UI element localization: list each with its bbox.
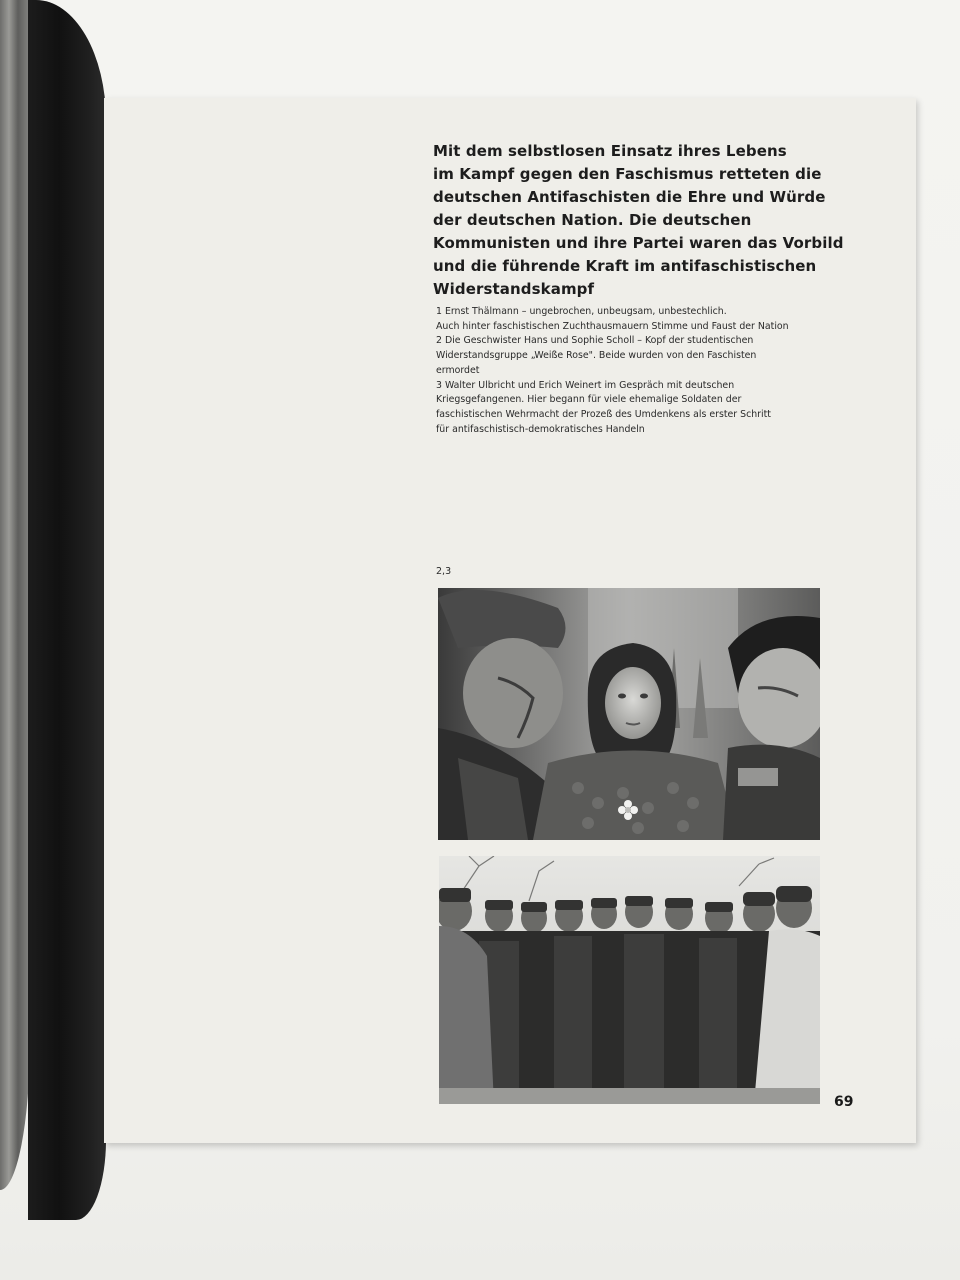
heading-line: der deutschen Nation. Die deutschen bbox=[433, 211, 752, 229]
caption-line: Widerstandsgruppe „Weiße Rose". Beide wurden von den Faschisten bbox=[436, 350, 757, 362]
heading-line: und die führende Kraft im antifaschistischen bbox=[433, 257, 817, 275]
caption-line: 1 Ernst Thälmann – ungebrochen, unbeugsam, unbestechlich. bbox=[436, 306, 727, 317]
heading-line: Mit dem selbstlosen Einsatz ihres Lebens bbox=[433, 142, 787, 160]
photo-scholl-siblings bbox=[438, 588, 820, 840]
caption-line: Kriegsgefangenen. Hier begann für viele ehemalige Soldaten der bbox=[436, 394, 742, 406]
heading-line: Kommunisten und ihre Partei waren das Vorbild bbox=[433, 234, 844, 252]
page-heading bbox=[433, 140, 844, 301]
heading-line: Widerstandskampf bbox=[433, 280, 595, 298]
heading-line: im Kampf gegen den Faschismus retteten die bbox=[433, 165, 822, 183]
photo-prisoners-of-war bbox=[439, 856, 820, 1104]
caption-line: 3 Walter Ulbricht und Erich Weinert im Gespräch mit deutschen bbox=[436, 379, 735, 391]
caption-line: für antifaschistisch-demokratisches Handeln bbox=[436, 423, 645, 435]
heading-line: deutschen Antifaschisten die Ehre und Würde bbox=[433, 188, 826, 206]
facing-page-photo-strip bbox=[0, 0, 30, 1190]
caption-line: 2 Die Geschwister Hans und Sophie Scholl – Kopf der studentischen bbox=[436, 335, 754, 347]
photo-reference-label: 2,3 bbox=[436, 566, 452, 577]
page-number: 69 bbox=[834, 1094, 854, 1110]
book-edge bbox=[28, 0, 106, 1220]
caption-line: ermordet bbox=[436, 364, 480, 376]
caption-line: faschistischen Wehrmacht der Prozeß des Umdenkens als erster Schritt bbox=[436, 408, 771, 420]
caption-line: Auch hinter faschistischen Zuchthausmauern Stimme und Faust der Nation bbox=[436, 320, 789, 332]
photo-captions bbox=[436, 305, 836, 437]
